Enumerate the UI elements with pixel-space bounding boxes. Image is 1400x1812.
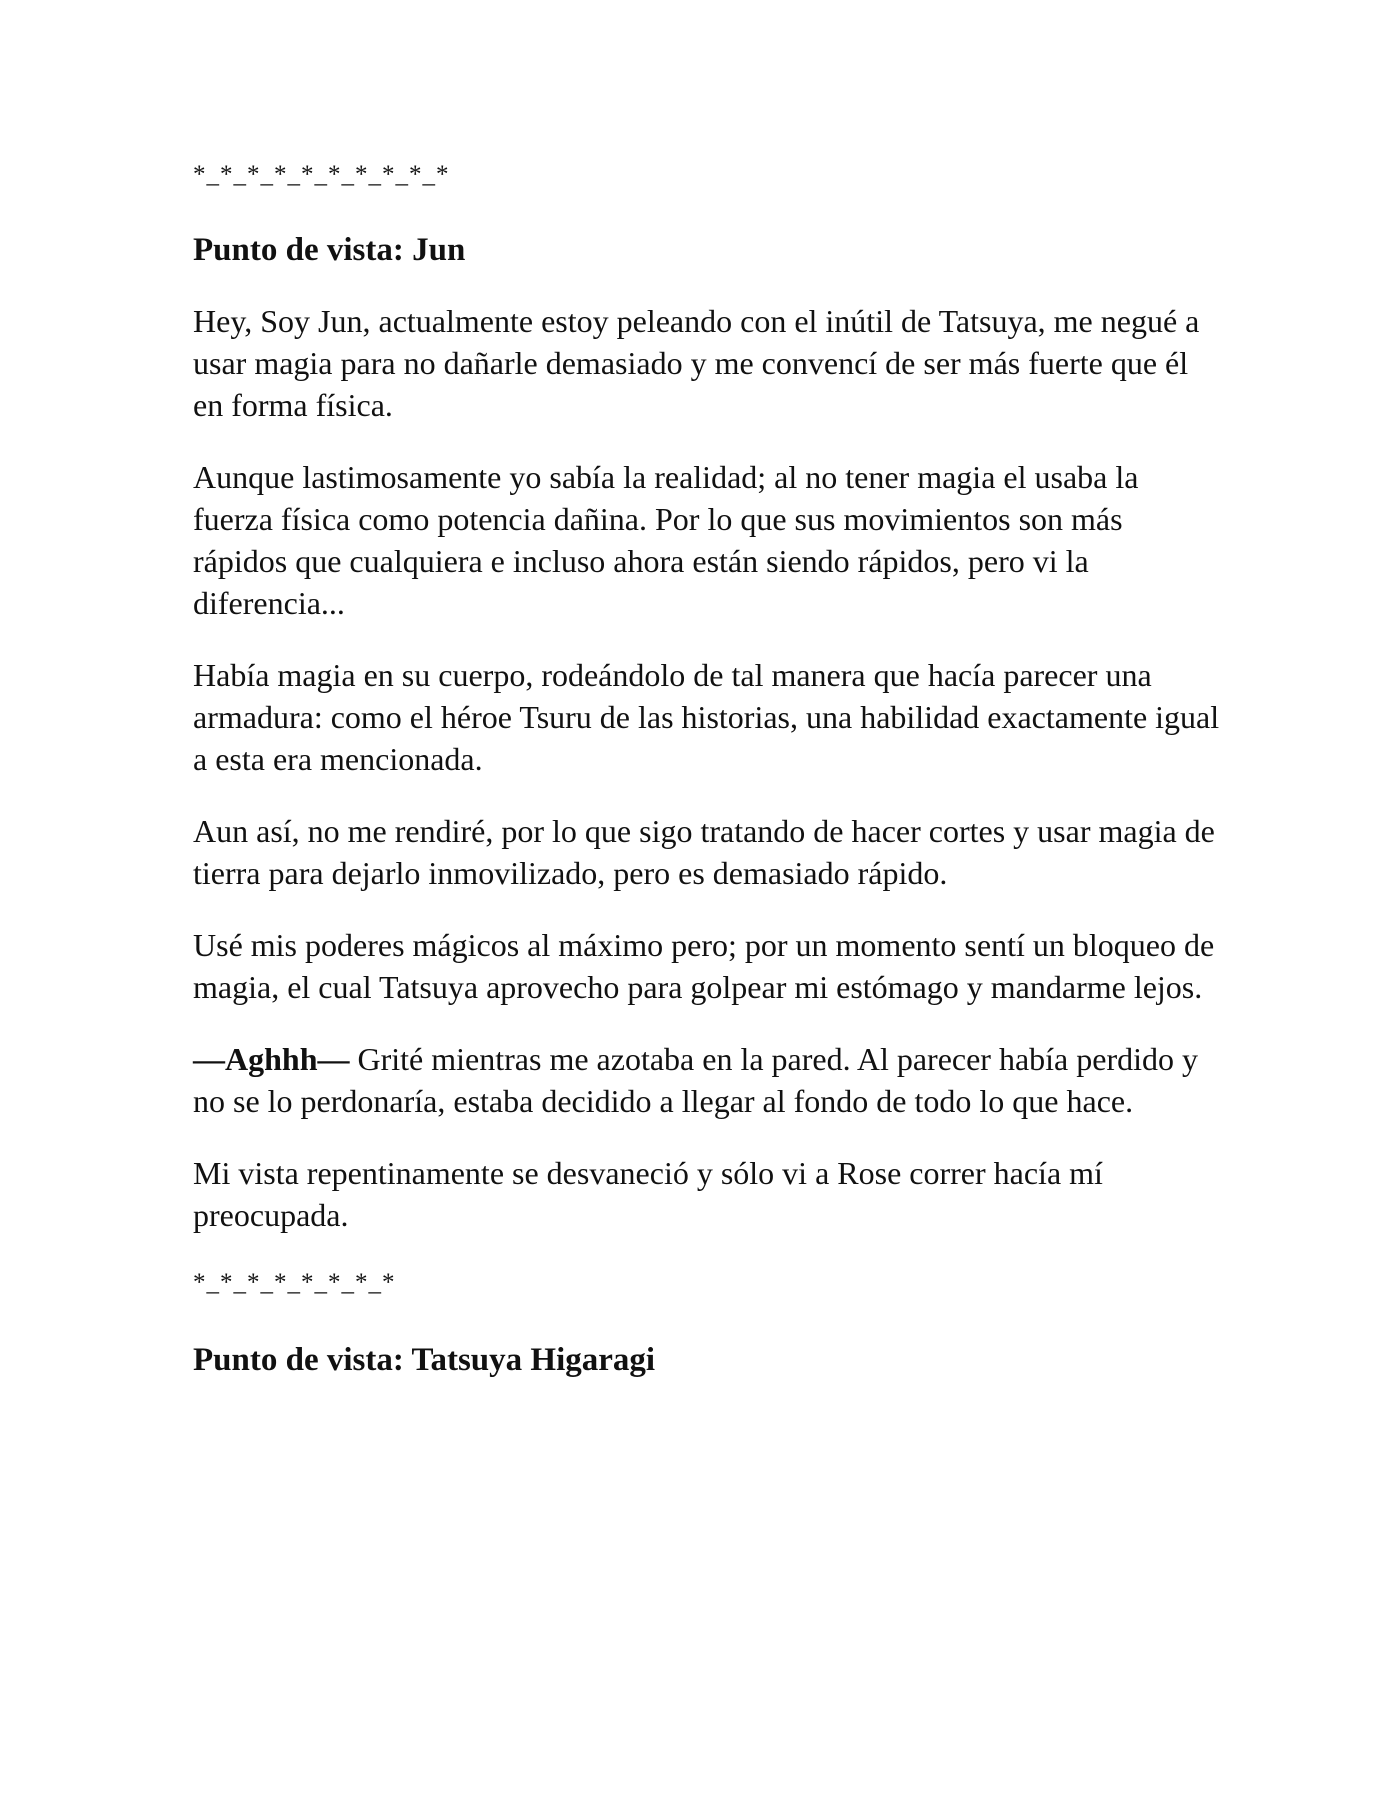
dialogue-paragraph [193,1038,1223,1122]
paragraph: Hey, Soy Jun, actualmente estoy peleando con el inútil de Tatsuya, me negué a usar magia para no dañarle demasiado y me convencí de ser más fuerte que él en forma física. [193,303,1200,423]
section-heading-tatsuya: Punto de vista: Tatsuya Higaragi [193,1342,656,1378]
dialogue-narration: Grité mientras me azotaba en la pared. Al parecer había perdido y no se lo perdonaría, estaba decidido a llegar al fondo de todo lo que hace. [193,1041,1198,1119]
section-separator: *_*_*_*_*_*_*_* [193,1269,396,1296]
section-separator: *_*_*_*_*_*_*_*_*_* [193,161,450,188]
paragraph: Había magia en su cuerpo, rodeándolo de tal manera que hacía parecer una armadura: como el héroe Tsuru de las historias, una habilidad exactamente igual a esta era mencionada. [193,657,1220,777]
paragraph: Aun así, no me rendiré, por lo que sigo tratando de hacer cortes y usar magia de tierra para dejarlo inmovilizado, pero es demasiado rápido. [193,813,1215,891]
document-body [193,160,1223,1380]
dialogue-exclamation: —Aghhh— [193,1041,350,1077]
section-heading-jun: Punto de vista: Jun [193,232,466,268]
paragraph: Mi vista repentinamente se desvaneció y sólo vi a Rose correr hacía mí preocupada. [193,1155,1103,1233]
paragraph: Usé mis poderes mágicos al máximo pero; por un momento sentí un bloqueo de magia, el cual Tatsuya aprovecho para golpear mi estómago y mandarme lejos. [193,927,1215,1005]
paragraph: Aunque lastimosamente yo sabía la realidad; al no tener magia el usaba la fuerza física como potencia dañina. Por lo que sus movimientos son más rápidos que cualquiera e incluso ahora están siendo rápidos, pero vi la diferencia... [193,459,1139,621]
